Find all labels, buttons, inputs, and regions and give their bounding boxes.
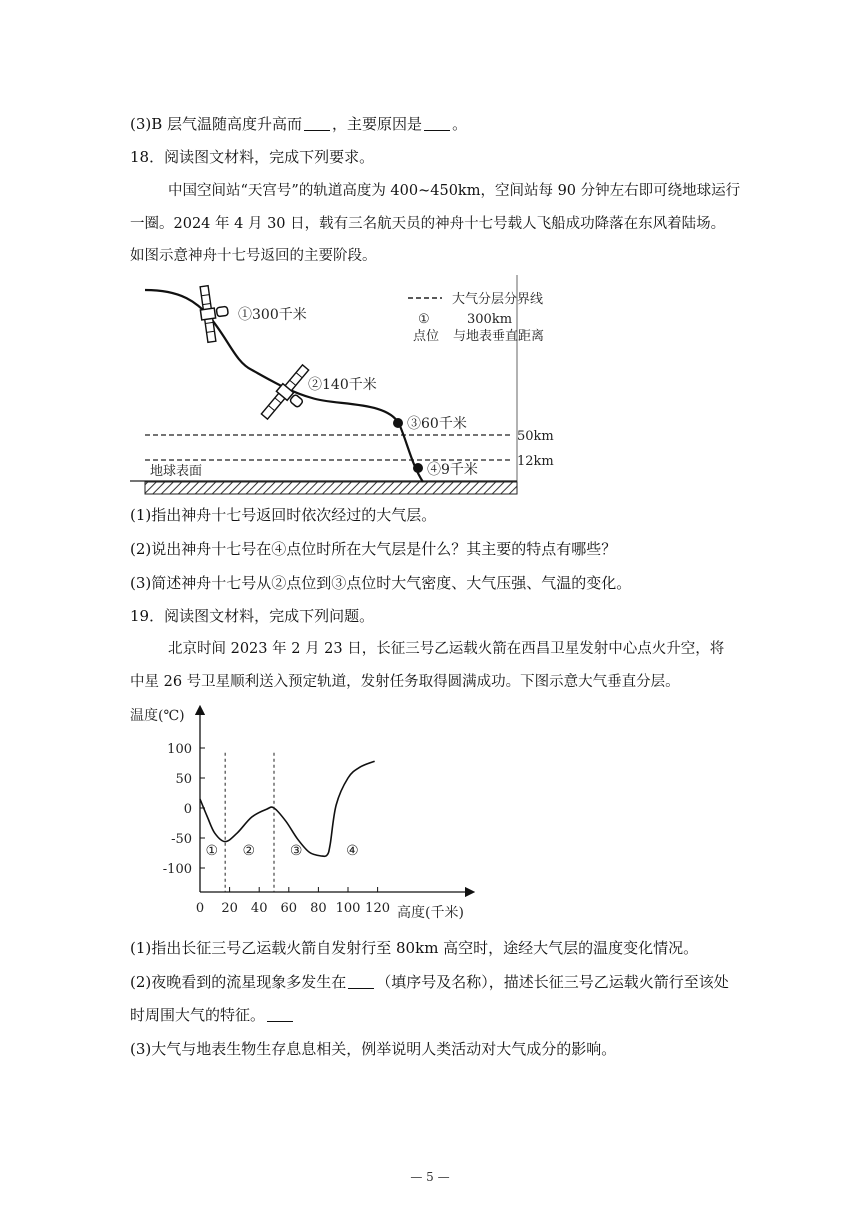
q18-material-line: 如图示意神舟十七号返回的主要阶段。 [130, 248, 377, 264]
x-tick-label: 20 [221, 901, 238, 916]
x-tick-label: 60 [280, 901, 298, 916]
point-2-label: ②140千米 [308, 377, 377, 393]
y-tick-label: 50 [175, 772, 192, 787]
y-tick-label: -100 [162, 862, 192, 877]
legend-point-label: 点位 [413, 329, 440, 344]
legend-symbol: ① [418, 312, 430, 327]
x-axis-label: 高度(千米) [397, 905, 464, 921]
boundary-label-12km: 12km [517, 454, 554, 469]
legend-distance-value: 300km [467, 312, 513, 327]
q19-question-1: (1)指出长征三号乙运载火箭自发射行至 80km 高空时，途经大气层的温度变化情况。 [130, 939, 699, 957]
y-tick-label: 100 [167, 742, 192, 757]
layer-label: ④ [346, 842, 359, 859]
boundary-label-50km: 50km [517, 429, 554, 444]
point-4-label: ④9千米 [427, 462, 478, 478]
q19-question-2-cont: 时周围大气的特征。 [130, 1005, 295, 1025]
q18-question-2: (2)说出神舟十七号在④点位时所在大气层是什么？其主要的特点有哪些？ [130, 540, 617, 558]
legend-distance-label: 与地表垂直距离 [453, 329, 545, 344]
q18-material-line: 一圈。2024 年 4 月 30 日，载有三名航天员的神舟十七号载人飞船成功降落在东风着陆场。 [130, 216, 726, 232]
layer-label: ③ [289, 842, 303, 859]
y-tick-label: 0 [183, 802, 192, 817]
ground-hatch [145, 482, 517, 494]
answer-blank [424, 116, 450, 131]
q19-material-line: 中星 26 号卫星顺利送入预定轨道，发射任务取得圆满成功。下图示意大气垂直分层。 [130, 674, 680, 690]
q19-question-2: (2)夜晚看到的流星现象多发生在 （填序号及名称），描述长征三号乙运载火箭行至该处 [130, 973, 729, 991]
spacecraft-icon [259, 363, 321, 429]
x-tick-label: 120 [365, 901, 391, 916]
y-axis-label: 温度(℃) [130, 708, 185, 724]
x-tick-label: 40 [250, 901, 268, 916]
answer-blank [348, 974, 374, 989]
point-1-label: ①300千米 [238, 307, 307, 323]
q18-heading: 18．阅读图文材料，完成下列要求。 [130, 148, 375, 166]
q19-heading: 19．阅读图文材料，完成下列问题。 [130, 607, 375, 625]
return-path-figure [130, 270, 554, 495]
x-tick-label: 100 [335, 901, 361, 916]
x-tick-label: 0 [195, 901, 205, 916]
q18-material-line: 中国空间站“天宫号”的轨道高度为 400~450km，空间站每 90 分钟左右即可绕地球运行 [168, 183, 741, 199]
layer-label: ② [242, 842, 256, 859]
q19-material-line: 北京时间 2023 年 2 月 23 日，长征三号乙运载火箭在西昌卫星发射中心点火升空，将 [168, 641, 725, 657]
atmosphere-temperature-chart [130, 700, 490, 930]
q17-part3: (3)B 层气温随高度升高而 ，主要原因是 。 [130, 115, 468, 133]
surface-label: 地球表面 [150, 464, 203, 479]
legend-line-label: 大气分层分界线 [452, 292, 544, 307]
spacecraft-icon [197, 283, 232, 342]
q18-question-1: (1)指出神舟十七号返回时依次经过的大气层。 [130, 506, 437, 524]
point-3-marker [393, 418, 403, 428]
q19-question-3: (3)大气与地表生物生存息息相关，例举说明人类活动对大气成分的影响。 [130, 1040, 617, 1058]
page-number: — 5 — [410, 1170, 450, 1184]
answer-blank [304, 116, 330, 131]
x-tick-label: 80 [310, 901, 327, 916]
point-3-label: ③60千米 [407, 416, 467, 432]
q18-question-3: (3)简述神舟十七号从②点位到③点位时大气密度、大气压强、气温的变化。 [130, 574, 632, 592]
layer-label: ① [205, 842, 219, 859]
answer-blank [267, 1007, 293, 1022]
y-tick-label: -50 [171, 832, 192, 847]
point-4-marker [413, 463, 423, 473]
